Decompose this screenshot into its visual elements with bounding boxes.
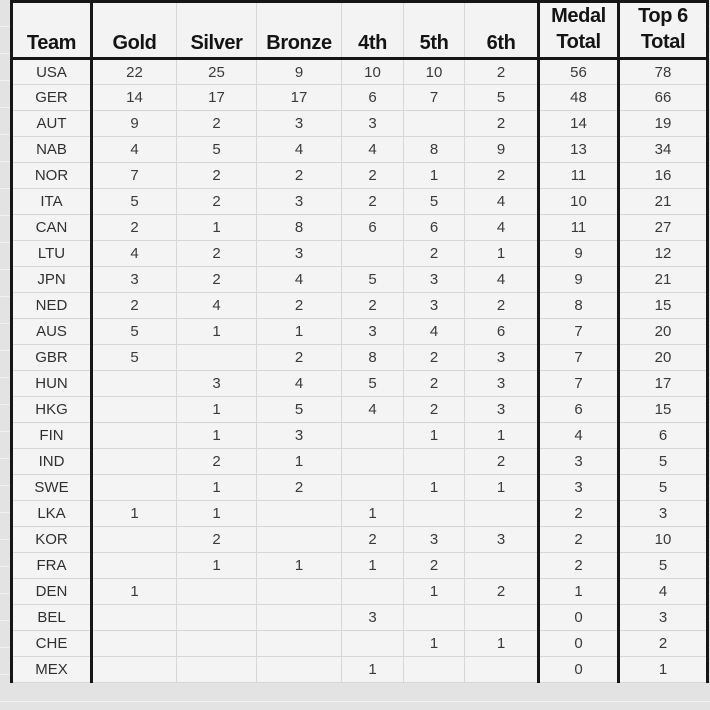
silver-cell <box>177 579 257 605</box>
fourth-place-cell: 5 <box>342 371 404 397</box>
fourth-place-cell: 2 <box>342 527 404 553</box>
fourth-place-cell: 4 <box>342 137 404 163</box>
table-row <box>12 605 708 631</box>
fourth-place-cell: 2 <box>342 189 404 215</box>
team-cell: SWE <box>12 475 92 501</box>
bronze-cell: 4 <box>257 137 342 163</box>
silver-cell <box>177 657 257 683</box>
gold-cell <box>92 449 177 475</box>
fourth-place-cell: 1 <box>342 501 404 527</box>
sixth-place-cell: 2 <box>465 293 539 319</box>
silver-cell: 5 <box>177 137 257 163</box>
header-row <box>12 2 708 59</box>
bronze-cell <box>257 501 342 527</box>
bronze-cell <box>257 657 342 683</box>
fourth-place-cell: 8 <box>342 345 404 371</box>
top6-total-cell: 10 <box>619 527 708 553</box>
medal-total-cell: 11 <box>539 163 619 189</box>
silver-cell: 1 <box>177 475 257 501</box>
silver-cell: 25 <box>177 59 257 85</box>
sixth-place-cell: 2 <box>465 111 539 137</box>
medal-total-cell: 3 <box>539 449 619 475</box>
gold-cell: 9 <box>92 111 177 137</box>
sixth-place-cell <box>465 657 539 683</box>
col-header-top6-total <box>619 2 708 59</box>
medal-total-cell: 9 <box>539 241 619 267</box>
fifth-place-cell: 1 <box>404 631 465 657</box>
fifth-place-cell: 3 <box>404 527 465 553</box>
fifth-place-cell: 7 <box>404 85 465 111</box>
table-row <box>12 371 708 397</box>
medal-total-cell: 8 <box>539 293 619 319</box>
top6-total-cell: 5 <box>619 449 708 475</box>
fifth-place-cell: 10 <box>404 59 465 85</box>
team-cell: LTU <box>12 241 92 267</box>
table-row <box>12 137 708 163</box>
silver-cell <box>177 345 257 371</box>
table-row <box>12 397 708 423</box>
top6-total-cell: 15 <box>619 397 708 423</box>
sixth-place-cell: 3 <box>465 371 539 397</box>
gold-cell <box>92 657 177 683</box>
fifth-place-cell: 4 <box>404 319 465 345</box>
gold-cell <box>92 397 177 423</box>
silver-cell <box>177 631 257 657</box>
top6-total-cell: 34 <box>619 137 708 163</box>
medal-total-cell: 11 <box>539 215 619 241</box>
top6-total-cell: 1 <box>619 657 708 683</box>
top6-total-cell: 21 <box>619 189 708 215</box>
gold-cell: 2 <box>92 215 177 241</box>
table-row <box>12 475 708 501</box>
gold-cell <box>92 475 177 501</box>
table-row <box>12 215 708 241</box>
header-line-medal: Medal <box>551 5 606 27</box>
fifth-place-cell: 2 <box>404 397 465 423</box>
col-header-6th: 6th <box>465 2 539 59</box>
silver-cell: 1 <box>177 553 257 579</box>
team-cell: MEX <box>12 657 92 683</box>
silver-cell: 2 <box>177 111 257 137</box>
team-cell: HUN <box>12 371 92 397</box>
team-cell: CAN <box>12 215 92 241</box>
sixth-place-cell: 4 <box>465 189 539 215</box>
table-row <box>12 85 708 111</box>
silver-cell: 2 <box>177 241 257 267</box>
bronze-cell: 2 <box>257 475 342 501</box>
fifth-place-cell: 2 <box>404 371 465 397</box>
team-cell: AUT <box>12 111 92 137</box>
sixth-place-cell <box>465 605 539 631</box>
top6-total-cell: 5 <box>619 475 708 501</box>
col-header-silver: Silver <box>177 2 257 59</box>
sixth-place-cell: 2 <box>465 449 539 475</box>
silver-cell: 3 <box>177 371 257 397</box>
sixth-place-cell: 1 <box>465 475 539 501</box>
team-cell: LKA <box>12 501 92 527</box>
bronze-cell: 4 <box>257 371 342 397</box>
fifth-place-cell <box>404 501 465 527</box>
gold-cell: 5 <box>92 189 177 215</box>
gold-cell <box>92 423 177 449</box>
col-header-bronze: Bronze <box>257 2 342 59</box>
fifth-place-cell <box>404 657 465 683</box>
team-cell: HKG <box>12 397 92 423</box>
silver-cell: 2 <box>177 449 257 475</box>
sixth-place-cell: 2 <box>465 59 539 85</box>
medal-total-cell: 3 <box>539 475 619 501</box>
sixth-place-cell: 9 <box>465 137 539 163</box>
sixth-place-cell: 3 <box>465 527 539 553</box>
sixth-place-cell: 4 <box>465 215 539 241</box>
col-header-medal-total <box>539 2 619 59</box>
silver-cell <box>177 605 257 631</box>
table-row <box>12 553 708 579</box>
fourth-place-cell: 1 <box>342 553 404 579</box>
top6-total-cell: 6 <box>619 423 708 449</box>
table-row <box>12 423 708 449</box>
table-row <box>12 345 708 371</box>
silver-cell: 2 <box>177 267 257 293</box>
medal-total-cell: 9 <box>539 267 619 293</box>
medal-total-cell: 0 <box>539 605 619 631</box>
fifth-place-cell: 1 <box>404 475 465 501</box>
team-cell: NOR <box>12 163 92 189</box>
fifth-place-cell: 8 <box>404 137 465 163</box>
col-header-gold: Gold <box>92 2 177 59</box>
sixth-place-cell: 1 <box>465 241 539 267</box>
table-row <box>12 111 708 137</box>
team-cell: BEL <box>12 605 92 631</box>
sixth-place-cell: 2 <box>465 163 539 189</box>
silver-cell: 2 <box>177 527 257 553</box>
gold-cell: 7 <box>92 163 177 189</box>
table-row <box>12 631 708 657</box>
medal-total-cell: 7 <box>539 371 619 397</box>
bronze-cell: 4 <box>257 267 342 293</box>
bronze-cell <box>257 579 342 605</box>
bronze-cell <box>257 631 342 657</box>
table-row <box>12 189 708 215</box>
medal-total-cell: 7 <box>539 345 619 371</box>
fifth-place-cell: 3 <box>404 293 465 319</box>
gold-cell: 1 <box>92 579 177 605</box>
fourth-place-cell <box>342 423 404 449</box>
top6-total-cell: 17 <box>619 371 708 397</box>
fourth-place-cell: 2 <box>342 293 404 319</box>
medal-total-cell: 2 <box>539 527 619 553</box>
fifth-place-cell: 1 <box>404 579 465 605</box>
header-line-top6: Top 6 <box>638 5 688 27</box>
table-row <box>12 319 708 345</box>
team-cell: NAB <box>12 137 92 163</box>
medal-total-cell: 7 <box>539 319 619 345</box>
fourth-place-cell: 3 <box>342 111 404 137</box>
silver-cell: 1 <box>177 423 257 449</box>
bronze-cell: 17 <box>257 85 342 111</box>
header-line-top6-total: Total <box>640 31 686 53</box>
team-cell: CHE <box>12 631 92 657</box>
silver-cell: 1 <box>177 397 257 423</box>
fifth-place-cell <box>404 605 465 631</box>
sixth-place-cell <box>465 553 539 579</box>
gold-cell: 4 <box>92 241 177 267</box>
top6-total-cell: 78 <box>619 59 708 85</box>
top6-total-cell: 2 <box>619 631 708 657</box>
team-cell: JPN <box>12 267 92 293</box>
top6-total-cell: 27 <box>619 215 708 241</box>
top6-total-cell: 5 <box>619 553 708 579</box>
sixth-place-cell: 6 <box>465 319 539 345</box>
team-cell: IND <box>12 449 92 475</box>
sixth-place-cell: 1 <box>465 423 539 449</box>
table-row <box>12 449 708 475</box>
medal-standings-table <box>10 0 709 683</box>
silver-cell: 17 <box>177 85 257 111</box>
bronze-cell: 3 <box>257 111 342 137</box>
bronze-cell: 2 <box>257 293 342 319</box>
top6-total-cell: 3 <box>619 605 708 631</box>
gold-cell <box>92 371 177 397</box>
bronze-cell <box>257 527 342 553</box>
col-header-5th: 5th <box>404 2 465 59</box>
fourth-place-cell: 4 <box>342 397 404 423</box>
medal-total-cell: 0 <box>539 657 619 683</box>
fifth-place-cell: 5 <box>404 189 465 215</box>
fifth-place-cell: 2 <box>404 553 465 579</box>
silver-cell: 1 <box>177 215 257 241</box>
team-cell: USA <box>12 59 92 85</box>
fourth-place-cell: 3 <box>342 319 404 345</box>
fourth-place-cell: 3 <box>342 605 404 631</box>
header-line-medal-total: Total <box>556 31 601 53</box>
bronze-cell: 3 <box>257 241 342 267</box>
sixth-place-cell: 2 <box>465 579 539 605</box>
fifth-place-cell <box>404 449 465 475</box>
fourth-place-cell: 6 <box>342 85 404 111</box>
medal-total-cell: 56 <box>539 59 619 85</box>
medal-total-cell: 6 <box>539 397 619 423</box>
bronze-cell: 2 <box>257 345 342 371</box>
team-cell: FRA <box>12 553 92 579</box>
team-cell: GER <box>12 85 92 111</box>
team-cell: NED <box>12 293 92 319</box>
fifth-place-cell: 1 <box>404 163 465 189</box>
fourth-place-cell: 2 <box>342 163 404 189</box>
gold-cell: 3 <box>92 267 177 293</box>
silver-cell: 4 <box>177 293 257 319</box>
bronze-cell: 3 <box>257 189 342 215</box>
gold-cell <box>92 527 177 553</box>
bronze-cell: 1 <box>257 449 342 475</box>
team-cell: ITA <box>12 189 92 215</box>
gold-cell <box>92 553 177 579</box>
medal-total-cell: 4 <box>539 423 619 449</box>
fourth-place-cell <box>342 241 404 267</box>
fifth-place-cell: 2 <box>404 241 465 267</box>
bronze-cell <box>257 605 342 631</box>
medal-total-cell: 2 <box>539 501 619 527</box>
top6-total-cell: 66 <box>619 85 708 111</box>
table-row <box>12 163 708 189</box>
bronze-cell: 2 <box>257 163 342 189</box>
gold-cell <box>92 631 177 657</box>
fourth-place-cell <box>342 631 404 657</box>
table-row <box>12 579 708 605</box>
table-row <box>12 501 708 527</box>
sixth-place-cell: 5 <box>465 85 539 111</box>
fourth-place-cell: 10 <box>342 59 404 85</box>
medal-total-cell: 2 <box>539 553 619 579</box>
top6-total-cell: 16 <box>619 163 708 189</box>
fourth-place-cell: 5 <box>342 267 404 293</box>
team-cell: FIN <box>12 423 92 449</box>
sixth-place-cell: 3 <box>465 345 539 371</box>
top6-total-cell: 3 <box>619 501 708 527</box>
table-row <box>12 267 708 293</box>
col-header-team: Team <box>12 2 92 59</box>
bronze-cell: 5 <box>257 397 342 423</box>
gold-cell: 14 <box>92 85 177 111</box>
gold-cell: 2 <box>92 293 177 319</box>
bronze-cell: 3 <box>257 423 342 449</box>
table-row <box>12 657 708 683</box>
table-body <box>12 59 708 683</box>
fourth-place-cell: 1 <box>342 657 404 683</box>
silver-cell: 1 <box>177 319 257 345</box>
gold-cell: 22 <box>92 59 177 85</box>
fifth-place-cell: 3 <box>404 267 465 293</box>
gold-cell: 5 <box>92 319 177 345</box>
col-header-4th: 4th <box>342 2 404 59</box>
silver-cell: 2 <box>177 189 257 215</box>
fifth-place-cell: 6 <box>404 215 465 241</box>
fifth-place-cell <box>404 111 465 137</box>
bronze-cell: 8 <box>257 215 342 241</box>
bronze-cell: 9 <box>257 59 342 85</box>
top6-total-cell: 4 <box>619 579 708 605</box>
medal-total-cell: 48 <box>539 85 619 111</box>
fifth-place-cell: 2 <box>404 345 465 371</box>
team-cell: GBR <box>12 345 92 371</box>
team-cell: DEN <box>12 579 92 605</box>
top6-total-cell: 20 <box>619 319 708 345</box>
fourth-place-cell <box>342 475 404 501</box>
team-cell: KOR <box>12 527 92 553</box>
top6-total-cell: 21 <box>619 267 708 293</box>
sixth-place-cell: 3 <box>465 397 539 423</box>
medal-total-cell: 10 <box>539 189 619 215</box>
fifth-place-cell: 1 <box>404 423 465 449</box>
bronze-cell: 1 <box>257 319 342 345</box>
top6-total-cell: 20 <box>619 345 708 371</box>
fourth-place-cell <box>342 579 404 605</box>
top6-total-cell: 19 <box>619 111 708 137</box>
table-row <box>12 527 708 553</box>
medal-total-cell: 0 <box>539 631 619 657</box>
medal-total-cell: 13 <box>539 137 619 163</box>
silver-cell: 2 <box>177 163 257 189</box>
top6-total-cell: 15 <box>619 293 708 319</box>
bronze-cell: 1 <box>257 553 342 579</box>
sixth-place-cell: 1 <box>465 631 539 657</box>
fourth-place-cell: 6 <box>342 215 404 241</box>
silver-cell: 1 <box>177 501 257 527</box>
table-row <box>12 59 708 85</box>
medal-total-cell: 14 <box>539 111 619 137</box>
gold-cell <box>92 605 177 631</box>
table-row <box>12 241 708 267</box>
gold-cell: 5 <box>92 345 177 371</box>
sixth-place-cell <box>465 501 539 527</box>
medal-total-cell: 1 <box>539 579 619 605</box>
gold-cell: 4 <box>92 137 177 163</box>
sixth-place-cell: 4 <box>465 267 539 293</box>
table-row <box>12 293 708 319</box>
gold-cell: 1 <box>92 501 177 527</box>
top6-total-cell: 12 <box>619 241 708 267</box>
fourth-place-cell <box>342 449 404 475</box>
team-cell: AUS <box>12 319 92 345</box>
